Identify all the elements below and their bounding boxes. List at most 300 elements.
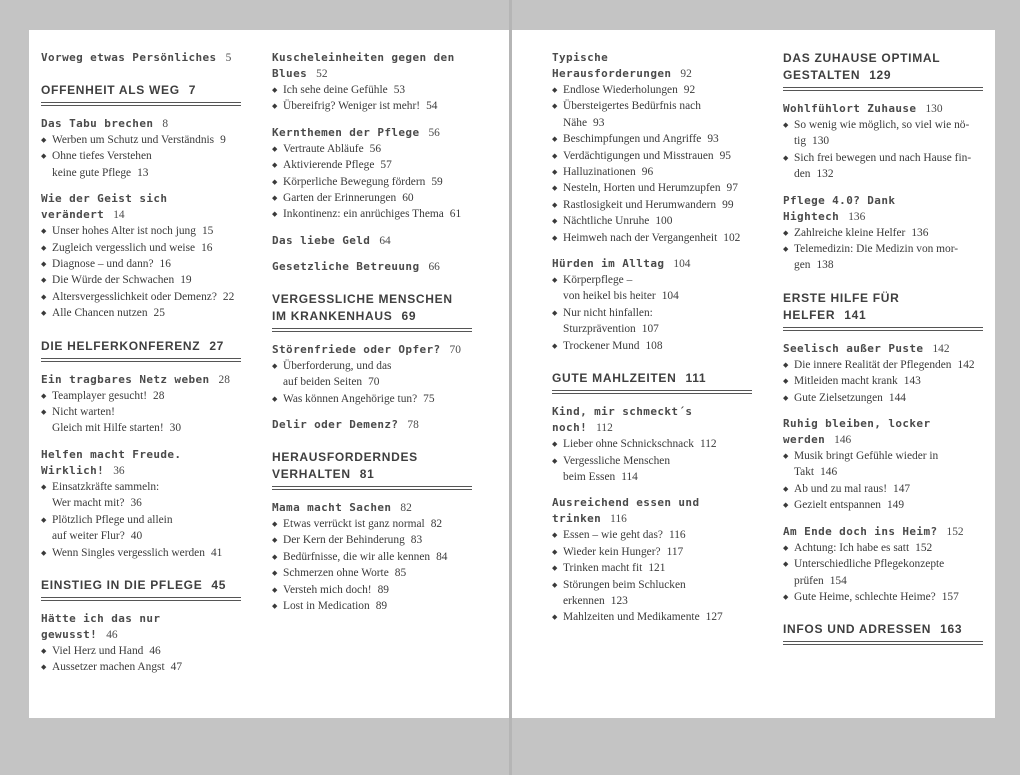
chapter-page-number: 163: [940, 622, 963, 637]
entry-text: Mitleiden macht krank: [794, 375, 898, 388]
toc-entry: [552, 230, 752, 246]
entry-text: Takt: [794, 466, 815, 479]
section-page-number: 52: [316, 68, 328, 80]
chapter-title: OFFENHEIT ALS WEG: [41, 83, 180, 97]
section-page-number: 64: [379, 234, 391, 247]
entry-page-number: 92: [683, 84, 696, 96]
section-page-number: 46: [106, 628, 118, 641]
entry-text: auf weiter Flur?: [52, 530, 125, 543]
entry-text: Trockener Mund: [563, 339, 640, 352]
entry-text: Die innere Realität der Pflegenden: [794, 358, 952, 371]
toc-entry: [783, 241, 983, 274]
entry-text: Ohne tiefes Verstehen: [52, 150, 152, 163]
entry-text: Vertraute Abläufe: [283, 142, 364, 155]
entry-text: Unser hohes Alter ist noch jung: [52, 225, 196, 238]
section-page-number: 8: [162, 118, 169, 130]
entry-page-number: 15: [201, 225, 214, 238]
entry-page-number: 97: [726, 182, 738, 195]
toc-entry: [783, 497, 983, 513]
entry-text: Wenn Singles vergesslich werden: [52, 546, 205, 559]
entry-page-number: 149: [886, 499, 905, 512]
toc-entry: [552, 180, 752, 196]
toc-entry: [552, 453, 752, 486]
entry-page-number: 107: [641, 323, 659, 336]
chapter-title-line2: IM KRANKENHAUS: [272, 308, 393, 323]
section-heading: [272, 342, 472, 358]
toc-column-1: [41, 50, 241, 676]
chapter-heading: [41, 577, 241, 601]
entry-text: Zahlreiche kleine Helfer: [794, 226, 906, 239]
toc-entry: [272, 206, 472, 222]
entry-text: Nicht warten!: [52, 406, 115, 419]
entry-text: keine gute Pflege: [52, 166, 132, 179]
entry-text: Inkontinenz: ein anrüchiges Thema: [283, 208, 444, 221]
section-page-number: 116: [610, 513, 627, 526]
toc-entry: [272, 532, 472, 548]
section-page-number: 5: [225, 52, 232, 64]
entry-page-number: 25: [153, 307, 165, 320]
toc-entry: [783, 390, 983, 406]
toc-entry: [272, 358, 472, 391]
entry-text: Nesteln, Horten und Herumzupfen: [563, 182, 721, 195]
chapter-heading: [783, 50, 983, 91]
entry-text: Sich frei bewegen und nach Hause fin-: [794, 151, 972, 164]
entry-text: den: [794, 168, 811, 181]
entry-text: Ich sehe deine Gefühle: [283, 84, 388, 96]
section-page-number: 136: [848, 210, 866, 223]
entry-text: Versteh mich doch!: [283, 583, 372, 596]
entry-text: tig: [794, 135, 807, 148]
toc-entry: [552, 305, 752, 338]
entry-text: Gute Heime, schlechte Heime?: [794, 590, 936, 603]
entry-page-number: 152: [915, 541, 933, 554]
toc-entry: [41, 223, 241, 239]
entry-text: Nähe: [563, 116, 588, 129]
section-heading: [272, 125, 472, 141]
toc-column-4: [783, 50, 983, 651]
entry-page-number: 36: [130, 497, 142, 510]
entry-page-number: 16: [159, 258, 171, 271]
toc-entry: [272, 190, 472, 206]
chapter-page-number: 81: [359, 467, 375, 482]
entry-text: Verdächtigungen und Misstrauen: [563, 149, 714, 162]
entry-page-number: 54: [426, 100, 438, 113]
chapter-title-line2: GESTALTEN: [783, 68, 861, 82]
section-heading: [272, 500, 472, 516]
toc-entry: [783, 540, 983, 556]
entry-text: Halluzinationen: [563, 166, 636, 179]
entry-text: Schmerzen ohne Worte: [283, 567, 389, 580]
section-title: Seelisch außer Puste: [783, 341, 924, 355]
section-heading: [783, 193, 983, 225]
entry-text: Aussetzer machen Angst: [52, 661, 165, 674]
entry-page-number: 121: [648, 562, 666, 575]
entry-text: Was können Angehörige tun?: [283, 392, 418, 405]
entry-text: Werben um Schutz und Verständnis: [52, 134, 215, 146]
entry-page-number: 70: [368, 376, 380, 389]
section-page-number: 78: [407, 419, 419, 432]
entry-page-number: 116: [668, 529, 686, 542]
toc-entry: [783, 448, 983, 481]
entry-page-number: 9: [220, 134, 226, 146]
entry-page-number: 19: [180, 274, 192, 287]
section-title: Wohlfühlort Zuhause: [783, 102, 917, 115]
entry-page-number: 93: [593, 116, 605, 129]
section-heading: [41, 611, 241, 643]
toc-entry: [41, 132, 241, 148]
toc-entry: [552, 560, 752, 576]
entry-text: So wenig wie möglich, so viel wie nö-: [794, 119, 970, 131]
section-title: Ruhig bleiben, locker werden: [783, 417, 931, 447]
chapter-title: EINSTIEG IN DIE PFLEGE: [41, 577, 203, 592]
entry-text: Einsatzkräfte sammeln:: [52, 480, 160, 493]
section-title: Kernthemen der Pflege: [272, 125, 420, 139]
entry-page-number: 53: [393, 84, 406, 96]
entry-page-number: 104: [661, 290, 679, 303]
toc-entry: [552, 148, 752, 164]
entry-page-number: 47: [170, 661, 183, 674]
toc-entry: [783, 117, 983, 150]
entry-page-number: 61: [449, 208, 462, 221]
entry-page-number: 143: [903, 375, 921, 388]
entry-text: Die Würde der Schwachen: [52, 274, 175, 287]
entry-text: Diagnose – und dann?: [52, 258, 154, 271]
entry-text: Viel Herz und Hand: [52, 644, 144, 657]
section-heading: [41, 447, 241, 479]
section-title: Vorweg etwas Persönliches: [41, 51, 217, 64]
entry-text: Beschimpfungen und Angriffe: [563, 133, 702, 146]
entry-page-number: 22: [222, 290, 235, 303]
chapter-heading: [41, 338, 241, 362]
entry-page-number: 154: [829, 574, 847, 587]
entry-text: Übereifrig? Weniger ist mehr!: [283, 100, 421, 113]
chapter-title: DAS ZUHAUSE OPTIMAL: [783, 51, 941, 65]
section-heading: [552, 256, 752, 272]
toc-entry: [783, 357, 983, 373]
entry-page-number: 83: [410, 534, 423, 547]
toc-entry: [272, 141, 472, 157]
section-title: Pflege 4.0? Dank Hightech: [783, 193, 896, 223]
toc-entry: [783, 373, 983, 389]
chapter-heading: [783, 621, 983, 645]
toc-entry: [41, 272, 241, 288]
entry-text: Telemedizin: Die Medizin von mor-: [794, 243, 959, 256]
section-title: Das Tabu brechen: [41, 117, 154, 130]
entry-page-number: 144: [888, 391, 906, 404]
entry-text: Altersvergesslichkeit oder Demenz?: [52, 290, 217, 303]
toc-entry: [272, 157, 472, 173]
chapter-page-number: 141: [844, 307, 867, 322]
entry-text: Körperliche Bewegung fördern: [283, 175, 426, 188]
entry-page-number: 85: [394, 567, 407, 580]
entry-text: Nur nicht hinfallen:: [563, 306, 653, 319]
toc-entry: [272, 582, 472, 598]
entry-page-number: 41: [210, 546, 223, 559]
entry-page-number: 28: [153, 389, 165, 402]
section-heading: [272, 50, 472, 82]
entry-text: Plötzlich Pflege und allein: [52, 513, 173, 526]
section-title: Hätte ich das nur gewusst!: [41, 611, 161, 641]
section-heading: [783, 524, 983, 540]
entry-text: auf beiden Seiten: [283, 376, 363, 389]
entry-page-number: 60: [402, 192, 414, 205]
section-page-number: 66: [428, 260, 440, 273]
entry-text: Achtung: Ich habe es satt: [794, 541, 910, 554]
entry-text: Teamplayer gesucht!: [52, 389, 148, 402]
entry-text: Musik bringt Gefühle wieder in: [794, 450, 939, 463]
toc-entry: [552, 164, 752, 180]
toc-entry: [552, 544, 752, 560]
chapter-title: GUTE MAHLZEITEN: [552, 371, 677, 386]
chapter-page-number: 69: [401, 308, 417, 323]
section-heading: [552, 50, 752, 82]
entry-page-number: 127: [705, 611, 723, 624]
entry-text: Zugleich vergesslich und weise: [52, 241, 196, 254]
toc-entry: [41, 305, 241, 321]
section-page-number: 152: [946, 525, 964, 538]
section-heading: [272, 233, 472, 249]
entry-page-number: 100: [655, 215, 673, 228]
toc-entry: [41, 545, 241, 561]
entry-text: Übersteigertes Bedürfnis nach: [563, 100, 701, 113]
toc-entry: [272, 598, 472, 614]
toc-entry: [41, 289, 241, 305]
entry-text: Störungen beim Schlucken: [563, 578, 686, 591]
section-heading: [783, 416, 983, 448]
toc-entry: [41, 388, 241, 404]
entry-text: Der Kern der Behinderung: [283, 534, 405, 547]
toc-entry: [41, 240, 241, 256]
entry-page-number: 93: [707, 133, 719, 146]
section-title: Das liebe Geld: [272, 233, 371, 247]
toc-entry: [783, 225, 983, 241]
section-title: Wie der Geist sich verändert: [41, 192, 168, 222]
section-page-number: 146: [834, 434, 852, 447]
entry-text: Körperpflege –: [563, 274, 633, 287]
toc-entry: [783, 589, 983, 605]
toc-entry: [272, 391, 472, 407]
chapter-heading: [41, 82, 241, 106]
entry-page-number: 123: [610, 594, 628, 607]
entry-text: prüfen: [794, 574, 824, 587]
entry-text: von heikel bis heiter: [563, 290, 656, 303]
entry-text: Sturzprävention: [563, 323, 636, 336]
entry-page-number: 89: [375, 600, 388, 613]
toc-entry: [783, 481, 983, 497]
entry-page-number: 146: [820, 466, 838, 479]
toc-entry: [552, 131, 752, 147]
entry-page-number: 147: [893, 482, 911, 495]
toc-entry: [783, 556, 983, 589]
toc-entry: [272, 549, 472, 565]
entry-text: Gezielt entspannen: [794, 499, 881, 512]
toc-entry: [41, 256, 241, 272]
section-page-number: 56: [428, 126, 440, 139]
toc-entry: [41, 404, 241, 437]
toc-entry: [552, 338, 752, 354]
entry-text: Gleich mit Hilfe starten!: [52, 422, 164, 435]
chapter-title: VERGESSLICHE MENSCHEN: [272, 291, 453, 306]
toc-entry: [552, 577, 752, 610]
toc-entry: [552, 98, 752, 131]
section-title: Kuscheleinheiten gegen den Blues: [272, 51, 455, 80]
entry-text: Überforderung, und das: [283, 359, 392, 372]
chapter-page-number: 7: [188, 83, 197, 97]
section-page-number: 36: [113, 464, 125, 477]
entry-page-number: 89: [377, 583, 389, 596]
chapter-title: INFOS UND ADRESSEN: [783, 622, 932, 637]
section-title: Ausreichend essen und trinken: [552, 496, 700, 526]
section-heading: [552, 404, 752, 436]
entry-page-number: 114: [621, 470, 638, 483]
entry-text: Alle Chancen nutzen: [52, 307, 148, 320]
toc-entry: [272, 174, 472, 190]
toc-entry: [552, 82, 752, 98]
entry-page-number: 132: [816, 168, 834, 181]
entry-page-number: 57: [380, 159, 392, 172]
chapter-heading: [272, 291, 472, 332]
toc-column-2: [272, 50, 472, 615]
entry-page-number: 56: [369, 142, 382, 155]
section-title: Ein tragbares Netz weben: [41, 372, 210, 386]
entry-text: Essen – wie geht das?: [563, 529, 663, 542]
section-heading: [272, 259, 472, 275]
section-heading: [552, 495, 752, 527]
entry-page-number: 96: [641, 166, 654, 179]
entry-text: Heimweh nach der Vergangenheit: [563, 231, 718, 244]
section-title: Störenfriede oder Opfer?: [272, 342, 441, 356]
section-heading: [41, 116, 241, 132]
entry-text: beim Essen: [563, 470, 616, 483]
chapter-title: HERAUSFORDERNDES: [272, 450, 418, 465]
chapter-page-number: 111: [685, 371, 707, 386]
entry-text: Bedürfnisse, die wir alle kennen: [283, 550, 431, 563]
section-heading: [41, 50, 241, 66]
entry-text: Etwas verrückt ist ganz normal: [283, 518, 425, 531]
entry-text: erkennen: [563, 594, 605, 607]
entry-page-number: 138: [816, 259, 834, 272]
chapter-page-number: 45: [211, 577, 227, 592]
chapter-heading: [272, 449, 472, 490]
entry-text: Unterschiedliche Pflegekonzepte: [794, 558, 945, 571]
entry-text: Lost in Medication: [283, 600, 370, 613]
section-title: Am Ende doch ins Heim?: [783, 524, 938, 538]
section-page-number: 70: [449, 343, 461, 356]
entry-page-number: 13: [137, 166, 149, 179]
entry-page-number: 102: [723, 231, 741, 244]
chapter-page-number: 27: [209, 338, 225, 353]
toc-entry: [41, 148, 241, 181]
entry-text: Nächtliche Unruhe: [563, 215, 650, 228]
toc-entry: [272, 98, 472, 114]
entry-text: Aktivierende Pflege: [283, 159, 375, 172]
entry-text: Wieder kein Hunger?: [563, 545, 661, 558]
entry-page-number: 16: [201, 241, 213, 254]
entry-page-number: 99: [722, 198, 734, 211]
section-page-number: 92: [680, 68, 692, 80]
toc-entry: [552, 609, 752, 625]
entry-text: Trinken macht fit: [563, 562, 643, 575]
entry-page-number: 82: [430, 518, 443, 531]
entry-text: Lieber ohne Schnickschnack: [563, 438, 694, 451]
section-page-number: 112: [596, 422, 613, 435]
section-page-number: 104: [673, 258, 691, 271]
toc-entry: [41, 479, 241, 512]
chapter-title: DIE HELFERKONFERENZ: [41, 338, 201, 353]
toc-entry: [272, 565, 472, 581]
section-page-number: 14: [113, 209, 125, 222]
section-heading: [41, 191, 241, 223]
entry-page-number: 117: [666, 545, 684, 558]
entry-page-number: 142: [957, 358, 975, 371]
toc-entry: [552, 197, 752, 213]
entry-page-number: 40: [130, 530, 143, 543]
toc-entry: [41, 643, 241, 659]
toc-entry: [552, 213, 752, 229]
entry-page-number: 112: [699, 438, 717, 451]
entry-page-number: 95: [719, 149, 731, 162]
section-page-number: 28: [218, 373, 230, 386]
toc-entry: [41, 512, 241, 545]
section-title: Gesetzliche Betreuung: [272, 259, 420, 273]
section-page-number: 142: [932, 342, 950, 355]
entry-page-number: 130: [812, 135, 830, 148]
section-heading: [783, 341, 983, 357]
chapter-heading: [552, 370, 752, 394]
entry-page-number: 30: [169, 422, 182, 435]
entry-text: Wer macht mit?: [52, 497, 125, 510]
section-page-number: 82: [400, 502, 412, 515]
section-title: Mama macht Sachen: [272, 501, 392, 515]
section-title: Delir oder Demenz?: [272, 418, 399, 432]
toc-entry: [552, 272, 752, 305]
entry-text: Rastlosigkeit und Herumwandern: [563, 198, 717, 211]
section-heading: [783, 101, 983, 117]
toc-entry: [552, 527, 752, 543]
entry-text: Garten der Erinnerungen: [283, 192, 397, 205]
chapter-heading: [783, 290, 983, 331]
chapter-title: ERSTE HILFE FÜR HELFER: [783, 290, 900, 322]
section-page-number: 130: [925, 103, 943, 115]
entry-page-number: 84: [436, 550, 448, 563]
section-heading: [41, 372, 241, 388]
section-title: Hürden im Alltag: [552, 257, 665, 271]
entry-text: Vergessliche Menschen: [563, 454, 671, 467]
entry-text: Ab und zu mal raus!: [794, 482, 887, 495]
toc-entry: [41, 659, 241, 675]
toc-entry: [272, 516, 472, 532]
entry-page-number: 108: [645, 339, 663, 352]
section-title: Typische Herausforderungen: [552, 51, 672, 80]
entry-text: Mahlzeiten und Medikamente: [563, 611, 700, 624]
toc-entry: [272, 82, 472, 98]
section-heading: [272, 417, 472, 433]
toc-entry: [552, 436, 752, 452]
chapter-page-number: 129: [869, 68, 892, 82]
entry-text: gen: [794, 259, 811, 272]
entry-page-number: 157: [941, 590, 959, 603]
entry-page-number: 59: [431, 175, 443, 188]
book-gutter: [509, 0, 512, 775]
section-title: Kind, mir schmeckt´s noch!: [552, 405, 693, 435]
entry-page-number: 136: [911, 226, 929, 239]
chapter-title-line2: VERHALTEN: [272, 467, 351, 482]
toc-entry: [783, 150, 983, 183]
toc-column-3: [552, 50, 752, 626]
section-title: Helfen macht Freude. Wirklich!: [41, 447, 182, 477]
entry-text: Gute Zielsetzungen: [794, 391, 883, 404]
entry-text: Endlose Wiederholungen: [563, 84, 678, 96]
